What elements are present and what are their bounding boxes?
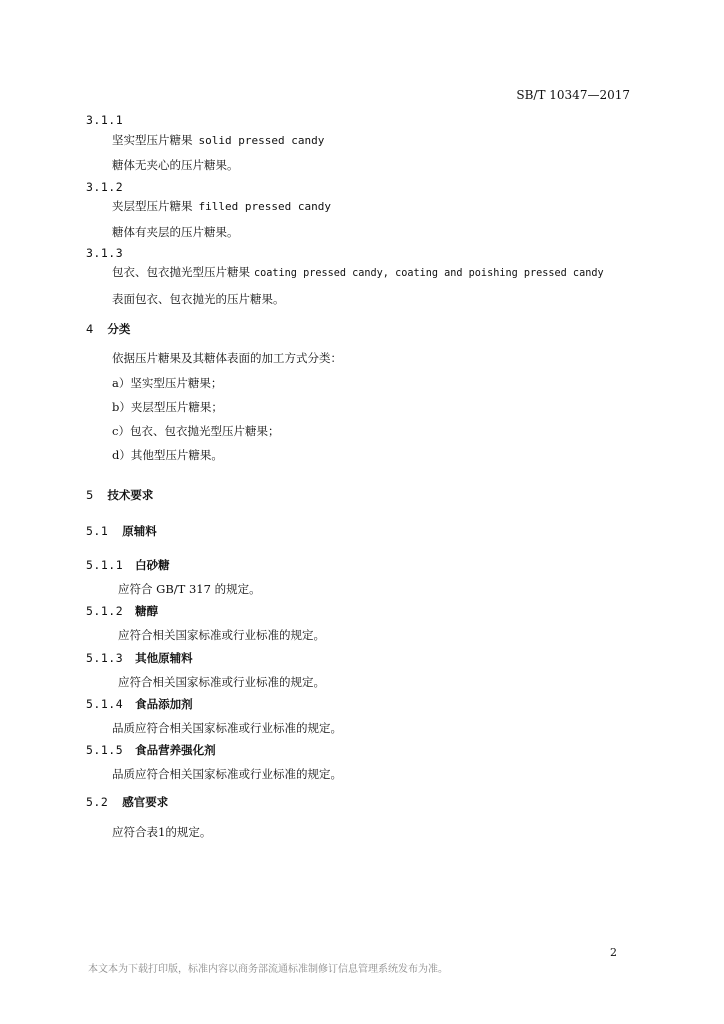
- clause-text: 品质应符合相关国家标准或行业标准的规定。: [112, 767, 342, 781]
- clause-heading: 5.1.1 白砂糖: [86, 558, 170, 572]
- term-definition: 表面包衣、包衣抛光的压片糖果。: [112, 292, 285, 306]
- clause-text: 应符合表1的规定。: [112, 825, 212, 839]
- subsection-heading: 5.2 感官要求: [86, 795, 169, 809]
- subsection-heading: 5.1 原辅料: [86, 524, 157, 538]
- term-number: 3.1.2: [86, 180, 124, 194]
- term-number: 3.1.3: [86, 246, 124, 260]
- term-definition: 糖体有夹层的压片糖果。: [112, 225, 239, 239]
- clause-text: 品质应符合相关国家标准或行业标准的规定。: [112, 721, 342, 735]
- footer-note: 本文本为下载打印版，标准内容以商务部流通标准制修订信息管理系统发布为准。: [88, 964, 448, 975]
- list-item: b）夹层型压片糖果；: [112, 400, 223, 414]
- page-number: 2: [610, 946, 617, 959]
- list-item: a）坚实型压片糖果；: [112, 376, 223, 390]
- term-zh: 包衣、包衣抛光型压片糖果: [112, 265, 250, 279]
- list-item: d）其他型压片糖果。: [112, 448, 223, 462]
- term-title: [112, 199, 331, 214]
- clause-heading: 5.1.3 其他原辅料: [86, 651, 193, 665]
- clause-text: 应符合 GB/T 317 的规定。: [118, 582, 261, 596]
- term-number: 3.1.1: [86, 113, 124, 127]
- clause-heading: 5.1.4 食品添加剂: [86, 697, 193, 711]
- term-zh: 坚实型压片糖果: [112, 133, 193, 147]
- term-definition: 糖体无夹心的压片糖果。: [112, 158, 239, 172]
- section-heading: 5 技术要求: [86, 488, 154, 502]
- clause-text: 应符合相关国家标准或行业标准的规定。: [118, 675, 325, 689]
- term-en: filled pressed candy: [198, 200, 331, 213]
- standard-code: SB/T 10347—2017: [516, 88, 630, 102]
- term-title: [112, 133, 324, 148]
- clause-heading: 5.1.5 食品营养强化剂: [86, 743, 216, 757]
- term-en: coating pressed candy, coating and poishing pressed candy: [254, 268, 604, 279]
- term-en: solid pressed candy: [198, 134, 325, 147]
- clause-text: 应符合相关国家标准或行业标准的规定。: [118, 628, 325, 642]
- clause-heading: 5.1.2 糖醇: [86, 604, 159, 618]
- term-zh: 夹层型压片糖果: [112, 199, 193, 213]
- section-heading: 4 分类: [86, 322, 131, 336]
- section-intro: 依据压片糖果及其糖体表面的加工方式分类：: [112, 351, 342, 365]
- list-item: c）包衣、包衣抛光型压片糖果；: [112, 424, 280, 438]
- term-title: [112, 265, 604, 281]
